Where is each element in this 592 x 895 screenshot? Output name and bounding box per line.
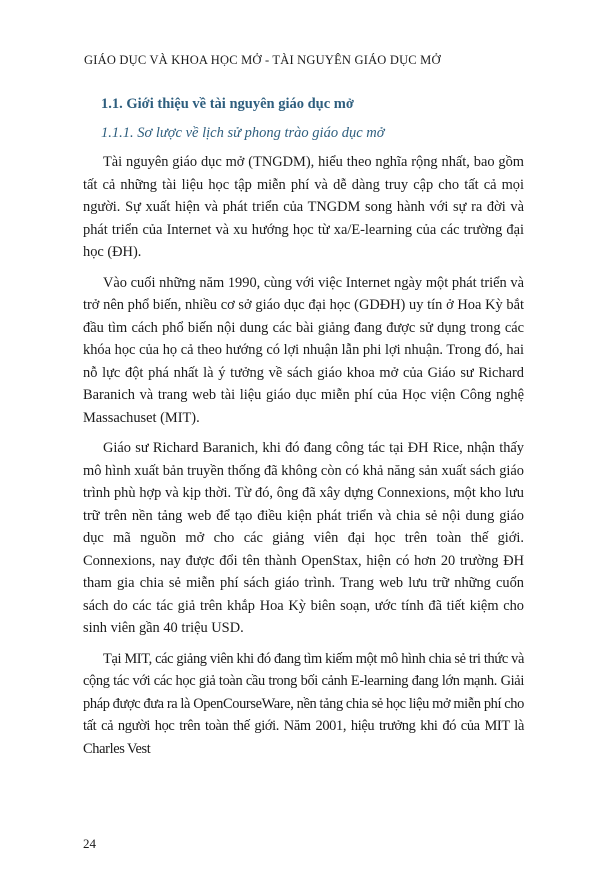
paragraph-3: Giáo sư Richard Baranich, khi đó đang công tác tại ĐH Rice, nhận thấy mô hình xuất bản truyền thống đã không còn có khả năng sản xuất sách giáo trình phù hợp và kịp thời. Từ đó, ông đã xây dựng Connexions, một kho lưu trữ trên nền tảng web để tạo điều kiện phát triển và chia sẻ nội dung giáo dục mã nguồn mở cho các giảng viên đại học trên toàn thế giới. Connexions, nay được đổi tên thành OpenStax, hiện có hơn 20 trường ĐH tham gia chia sẻ miễn phí sách giáo trình. Trang web lưu trữ những cuốn sách do các tác giả trên khắp Hoa Kỳ biên soạn, ước tính đã tiết kiệm cho sinh viên gần 40 triệu USD.	[83, 440, 524, 636]
page-number: 24	[83, 836, 96, 851]
section-title: 1.1. Giới thiệu về tài nguyên giáo dục mở	[101, 96, 354, 112]
paragraph-2: Vào cuối những năm 1990, cùng với việc Internet ngày một phát triển và trở nên phổ biến, nhiều cơ sở giáo dục đại học (GDĐH) uy tín ở Hoa Kỳ bắt đầu tìm cách phổ biến nội dung các bài giảng đang được sử dụng trong các khóa học của họ cả theo hướng có lợi nhuận lẫn phi lợi nhuận. Trong đó, hai nỗ lực đột phá nhất là ý tưởng về sách giáo khoa mở của Giáo sư Richard Baranich và trang web tài liệu giáo dục miễn phí của Học viện Công nghệ Massachuset (MIT).	[83, 274, 524, 426]
paragraph-1: Tài nguyên giáo dục mở (TNGDM), hiểu theo nghĩa rộng nhất, bao gồm tất cả những tài liệu học tập miễn phí và dễ dàng truy cập cho tất cả mọi người. Sự xuất hiện và phát triển của TNGDM song hành với sự ra đời và phát triển của Internet và xu hướng học từ xa/E-learning của các trường đại học (ĐH).	[83, 154, 524, 260]
subsection-title: 1.1.1. Sơ lược về lịch sử phong trào giáo dục mở	[101, 125, 385, 141]
paragraph-4: Tại MIT, các giảng viên khi đó đang tìm kiếm một mô hình chia sẻ tri thức và cộng tác với các học giả toàn cầu trong bối cảnh E-learning đang lớn mạnh. Giải pháp được đưa ra là OpenCourseWare, nền tảng chia sẻ học liệu mở miễn phí cho tất cả người học trên toàn thế giới. Năm 2001, hiệu trưởng khi đó của MIT là Charles Vest	[83, 650, 524, 757]
body-text	[83, 151, 524, 768]
running-header: GIÁO DỤC VÀ KHOA HỌC MỞ - TÀI NGUYÊN GIÁO DỤC MỞ	[84, 53, 441, 67]
